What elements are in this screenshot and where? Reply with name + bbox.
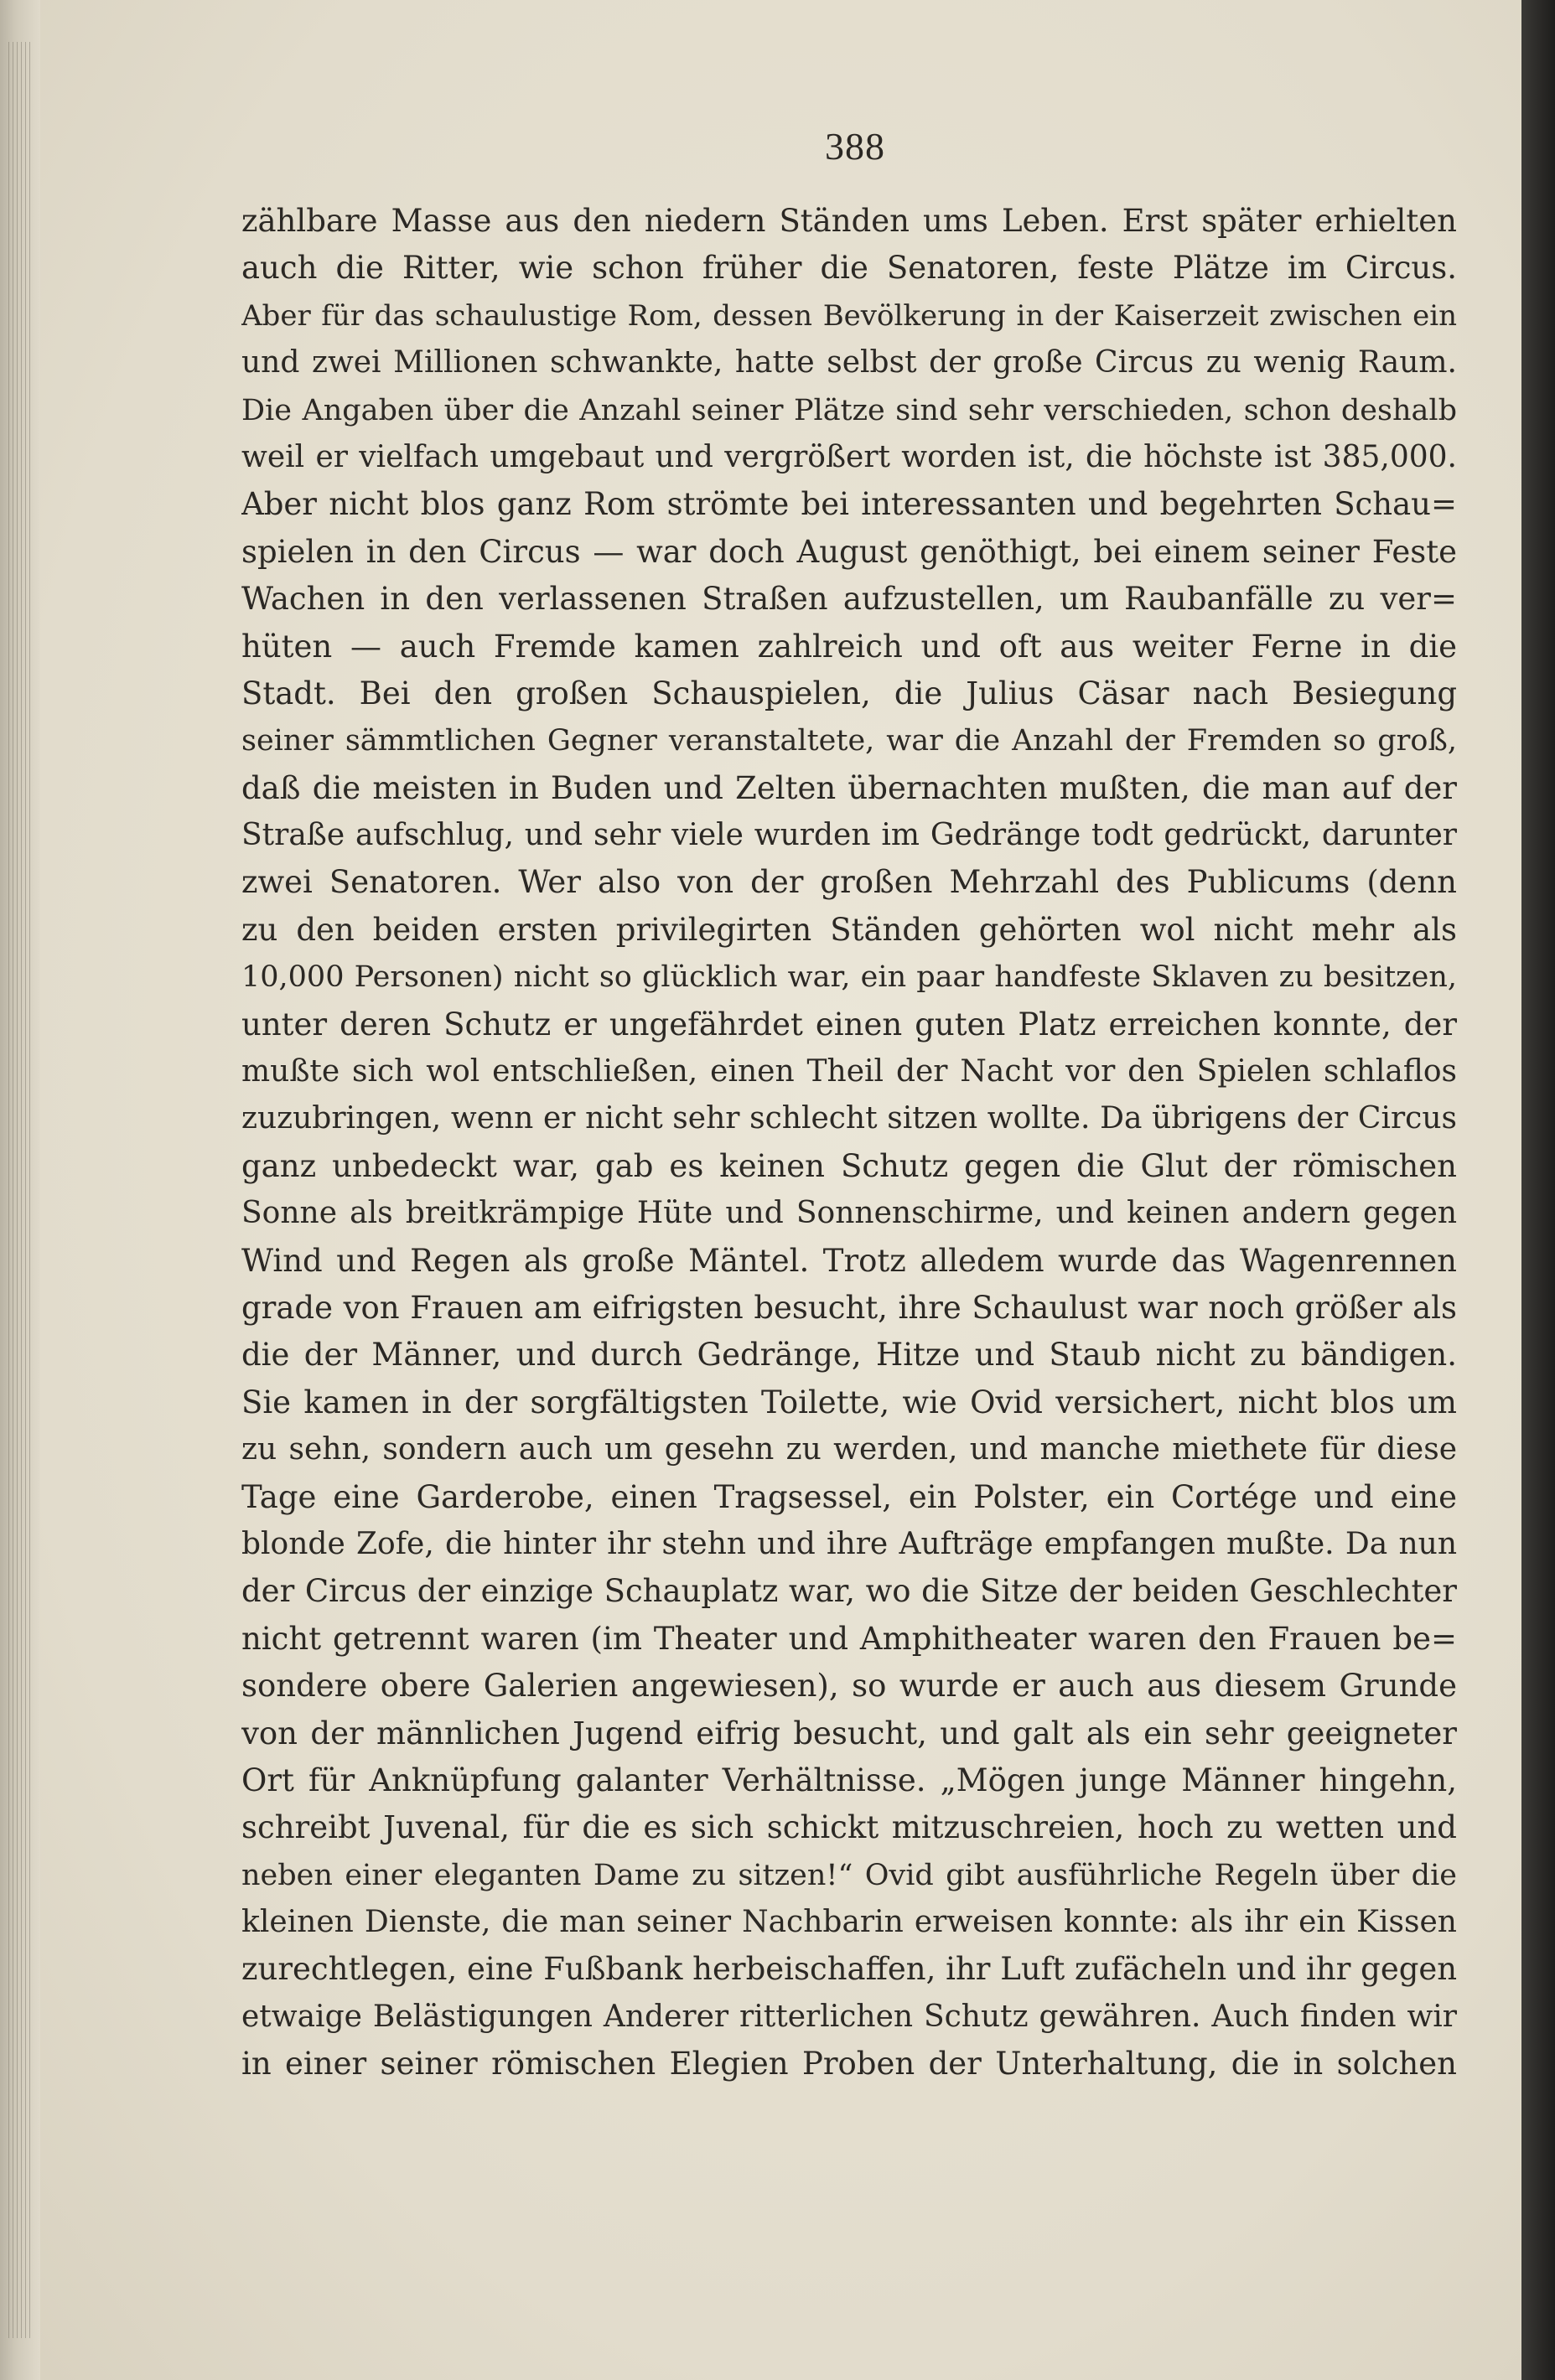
page-number: 388 bbox=[825, 125, 885, 168]
text-line-20: zuzubringen, wenn er nicht sehr schlecht sitzen wollte. Da übrigens der Circus bbox=[241, 1101, 1457, 1136]
text-line-18: unter deren Schutz er ungefährdet einen guten Platz erreichen konnte, der bbox=[241, 1006, 1457, 1043]
text-line-2: auch die Ritter, wie schon früher die Senatoren, feste Plätze im Circus. bbox=[241, 250, 1457, 287]
text-line-31: nicht getrennt waren (im Theater und Amphitheater waren den Frauen be= bbox=[241, 1620, 1457, 1657]
text-line-32: sondere obere Galerien angewiesen), so wurde er auch aus diesem Grunde bbox=[241, 1668, 1457, 1705]
text-line-1: zählbare Masse aus den niedern Ständen ums Leben. Erst später erhielten bbox=[241, 203, 1457, 239]
text-line-27: zu sehn, sondern auch um gesehn zu werden, und manche miethete für diese bbox=[241, 1432, 1457, 1467]
text-line-11: Stadt. Bei den großen Schauspielen, die Julius Cäsar nach Besiegung bbox=[241, 675, 1457, 711]
text-line-36: neben einer eleganten Dame zu sitzen!“ Ovid gibt ausführliche Regeln über die bbox=[241, 1858, 1457, 1892]
text-line-21: ganz unbedeckt war, gab es keinen Schutz gegen die Glut der römischen bbox=[241, 1147, 1457, 1184]
text-line-4: und zwei Millionen schwankte, hatte selbst der große Circus zu wenig Raum. bbox=[241, 345, 1457, 380]
text-line-28: Tage eine Garderobe, einen Tragsessel, ein Polster, ein Cortége und eine bbox=[241, 1478, 1457, 1515]
text-line-9: Wachen in den verlassenen Straßen aufzustellen, um Raubanfälle zu ver= bbox=[241, 581, 1457, 618]
text-line-30: der Circus der einzige Schauplatz war, wo die Sitze der beiden Geschlechter bbox=[241, 1573, 1457, 1610]
text-line-8: spielen in den Circus — war doch August genöthigt, bei einem seiner Feste bbox=[241, 533, 1457, 570]
text-line-19: mußte sich wol entschließen, einen Theil der Nacht vor den Spielen schlaflos bbox=[241, 1054, 1457, 1089]
body-text bbox=[241, 198, 1457, 2088]
text-line-12: seiner sämmtlichen Gegner veranstaltete, war die Anzahl der Fremden so groß, bbox=[241, 724, 1457, 758]
text-line-14: Straße aufschlug, und sehr viele wurden im Gedränge todt gedrückt, darunter bbox=[241, 818, 1457, 853]
text-line-33: von der männlichen Jugend eifrig besucht, und galt als ein sehr geeigneter bbox=[241, 1715, 1457, 1751]
text-line-35: schreibt Juvenal, für die es sich schickt mitzuschreien, hoch zu wetten und bbox=[241, 1809, 1457, 1846]
text-line-6: weil er vielfach umgebaut und vergrößert worden ist, die höchste ist 385,000. bbox=[241, 439, 1457, 474]
text-line-40: in einer seiner römischen Elegien Proben der Unterhaltung, die in solchen bbox=[241, 2046, 1457, 2082]
book-gutter bbox=[0, 0, 40, 2380]
text-line-29: blonde Zofe, die hinter ihr stehn und ihre Aufträge empfangen mußte. Da nun bbox=[241, 1526, 1457, 1561]
text-line-13: daß die meisten in Buden und Zelten übernachten mußten, die man auf der bbox=[241, 769, 1457, 806]
page-edge-shadow bbox=[1521, 0, 1555, 2380]
text-line-34: Ort für Anknüpfung galanter Verhältnisse. „Mögen junge Männer hingehn, bbox=[241, 1762, 1457, 1798]
text-line-25: die der Männer, und durch Gedränge, Hitze und Staub nicht zu bändigen. bbox=[241, 1337, 1457, 1374]
text-line-5: Die Angaben über die Anzahl seiner Plätze sind sehr verschieden, schon deshalb bbox=[241, 393, 1457, 427]
text-line-16: zu den beiden ersten privilegirten Ständen gehörten wol nicht mehr als bbox=[241, 911, 1457, 948]
text-line-24: grade von Frauen am eifrigsten besucht, ihre Schaulust war noch größer als bbox=[241, 1289, 1457, 1326]
text-line-38: zurechtlegen, eine Fußbank herbeischaffen, ihr Luft zufächeln und ihr gegen bbox=[241, 1951, 1457, 1988]
text-line-15: zwei Senatoren. Wer also von der großen Mehrzahl des Publicums (denn bbox=[241, 864, 1457, 901]
text-line-10: hüten — auch Fremde kamen zahlreich und oft aus weiter Ferne in die bbox=[241, 628, 1457, 665]
binding-lines bbox=[8, 42, 30, 2338]
text-line-39: etwaige Belästigungen Anderer ritterlichen Schutz gewähren. Auch finden wir bbox=[241, 1999, 1457, 2034]
text-line-37: kleinen Dienste, die man seiner Nachbarin erweisen konnte: als ihr ein Kissen bbox=[241, 1905, 1457, 1940]
text-line-23: Wind und Regen als große Mäntel. Trotz alledem wurde das Wagenrennen bbox=[241, 1242, 1457, 1279]
text-line-26: Sie kamen in der sorgfältigsten Toilette, wie Ovid versichert, nicht blos um bbox=[241, 1384, 1457, 1420]
text-line-22: Sonne als breitkrämpige Hüte und Sonnenschirme, und keinen andern gegen bbox=[241, 1196, 1457, 1231]
text-line-3: Aber für das schaulustige Rom, dessen Bevölkerung in der Kaiserzeit zwischen ein bbox=[241, 298, 1457, 333]
text-line-17: 10,000 Personen) nicht so glücklich war, ein paar handfeste Sklaven zu besitzen, bbox=[241, 960, 1457, 995]
text-line-7: Aber nicht blos ganz Rom strömte bei interessanten und begehrten Schau= bbox=[241, 486, 1457, 523]
